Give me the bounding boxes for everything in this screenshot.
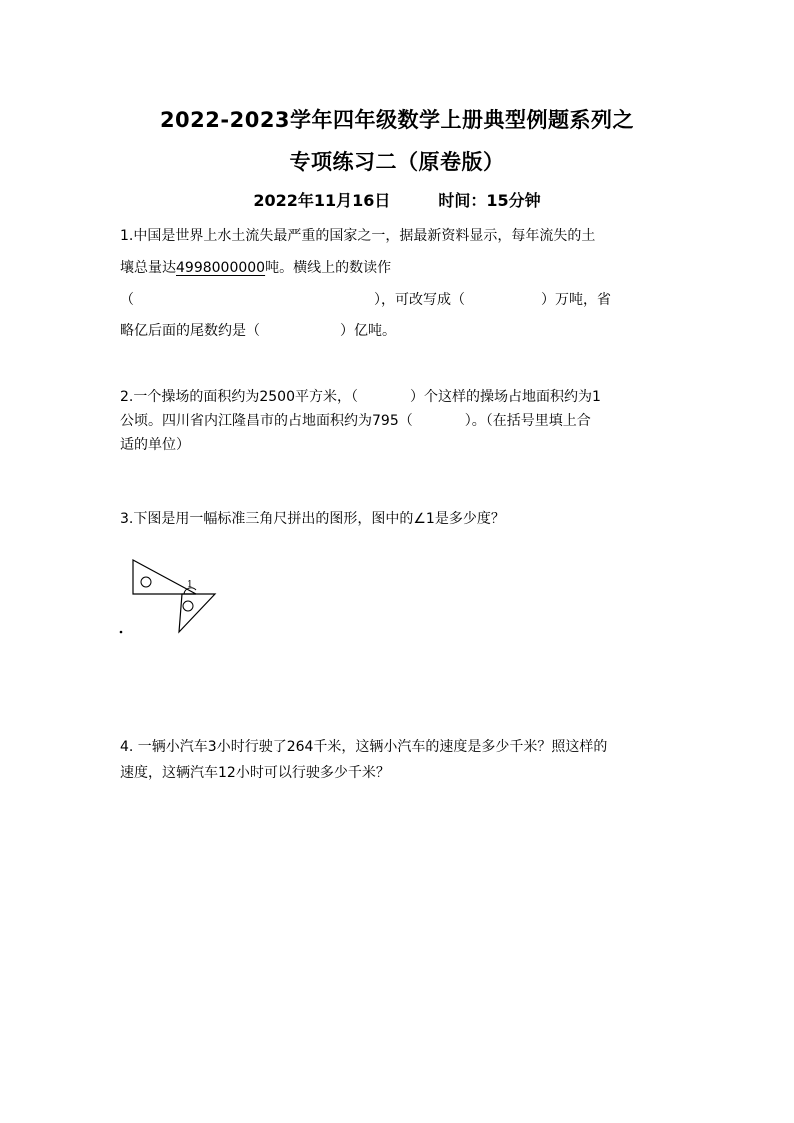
question-1-line-3	[120, 287, 680, 313]
question-2-line-3: 适的单位）	[120, 437, 190, 453]
q2-line1-start: 2.一个操场的面积约为2500平方米，（	[120, 389, 358, 405]
question-2-line-1	[120, 384, 680, 410]
q1-underlined-number: 4998000000	[176, 260, 266, 276]
question-1-line-4	[120, 318, 680, 344]
question-1-line-1: 1.中国是世界上水土流失最严重的国家之一，据最新资料显示，每年流失的土	[120, 228, 596, 244]
figure-dot	[120, 631, 123, 634]
question-4-line-2: 速度，这辆汽车12小时可以行驶多少千米？	[120, 765, 390, 781]
q2-line2-end: ）。（在括号里填上合	[464, 413, 591, 429]
question-2-line-2	[120, 408, 680, 434]
set-square-2	[179, 594, 215, 632]
set-square-1-hole	[141, 577, 151, 587]
exam-date: 2022年11月16日	[253, 191, 391, 210]
question-4-line-1: 4. 一辆小汽车3小时行驶了264千米，这辆小汽车的速度是多少千米？照这样的	[120, 739, 608, 755]
q1-blank-end: ）万吨，省	[541, 292, 611, 308]
q1-prefix: 壤总量达	[120, 260, 176, 276]
title-line-2: 专项练习二（原卷版）	[289, 150, 505, 174]
exam-time: 时间：15分钟	[438, 191, 541, 210]
question-1-line-2	[120, 255, 680, 281]
triangle-ruler-figure	[118, 552, 228, 640]
q2-line2-start: 公顷。四川省内江隆昌市的占地面积约为795（	[120, 413, 413, 429]
q2-line1-end: ）个这样的操场占地面积约为1	[410, 389, 601, 405]
q1-line4-start: 略亿后面的尾数约是（	[120, 323, 260, 339]
title-line-1: 2022-2023学年四年级数学上册典型例题系列之	[159, 108, 635, 132]
question-3-text: 3.下图是用一幅标准三角尺拼出的图形，图中的∠1是多少度？	[120, 511, 505, 527]
q1-blank-mid: ），可改写成（	[374, 292, 465, 308]
q1-suffix: 吨。横线上的数读作	[265, 260, 392, 276]
date-time-line	[0, 188, 794, 211]
set-square-2-hole	[183, 601, 193, 611]
q1-line4-end: ）亿吨。	[340, 323, 396, 339]
angle-1-label: 1	[187, 580, 193, 590]
q1-blank-open: （	[120, 292, 134, 308]
